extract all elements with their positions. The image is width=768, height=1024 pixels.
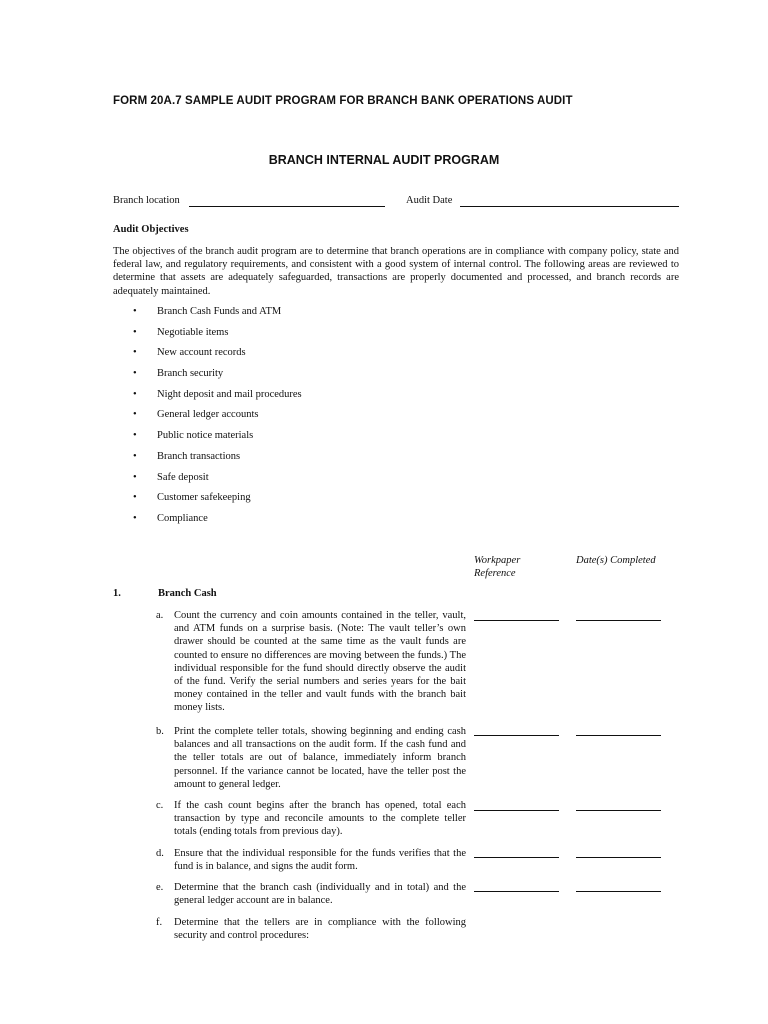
bullet-icon: • [133,430,137,442]
date-completed-blank [576,810,661,811]
bullet-icon: • [133,512,137,524]
bullet-icon: • [133,368,137,380]
objectives-paragraph: The objectives of the branch audit program are to determine that branch operations are in compliance with company policy, state and federal law, and regulatory requirements, and consistent with a good system of internal control. The following areas are reviewed to determine that assets are adequately safeguarded, transactions are properly documented and processed, and branch records are adequately maintained. [113,246,679,297]
document-title: BRANCH INTERNAL AUDIT PROGRAM [268,153,500,167]
workpaper-reference-blank [474,891,559,892]
workpaper-reference-blank [474,735,559,736]
workpaper-reference-blank [474,620,559,621]
audit-date-label: Audit Date [406,195,453,206]
list-item: • Branch Cash Funds and ATM [133,306,282,317]
bullet-icon: • [133,409,137,421]
section-number: 1. [113,588,121,599]
list-item: • Safe deposit [133,471,209,483]
section-title: Branch Cash [158,588,217,599]
objectives-list [133,305,302,533]
branch-location-blank [189,206,385,207]
bullet-icon: • [133,326,137,338]
workpaper-reference-blank [474,857,559,858]
date-completed-blank [576,857,661,858]
list-item: • Customer safekeeping [133,492,251,504]
date-completed-blank [576,735,661,736]
date-completed-blank [576,891,661,892]
bullet-icon: • [133,450,137,462]
list-item: • Compliance [133,512,208,524]
list-item: • New account records [133,347,246,359]
list-item: • Branch security [133,368,224,380]
audit-objectives-heading: Audit Objectives [113,224,189,235]
branch-location-label: Branch location [113,195,180,206]
list-item: • Negotiable items [133,326,229,338]
bullet-icon: • [133,347,137,359]
bullet-icon: • [133,471,137,483]
date-completed-blank [576,620,661,621]
list-item: • General ledger accounts [133,409,259,421]
bullet-icon: • [133,388,137,400]
bullet-icon: • [133,306,137,317]
bullet-icon: • [133,492,137,504]
audit-date-blank [460,206,679,207]
list-item: • Night deposit and mail procedures [133,388,302,400]
form-title: FORM 20A.7 SAMPLE AUDIT PROGRAM FOR BRANCH BANK OPERATIONS AUDIT [113,95,573,107]
workpaper-reference-blank [474,810,559,811]
list-item: • Public notice materials [133,430,254,442]
dates-completed-header: Date(s) Completed [576,555,656,566]
list-item: • Branch transactions [133,450,241,462]
workpaper-reference-header: Workpaper Reference [474,555,521,579]
